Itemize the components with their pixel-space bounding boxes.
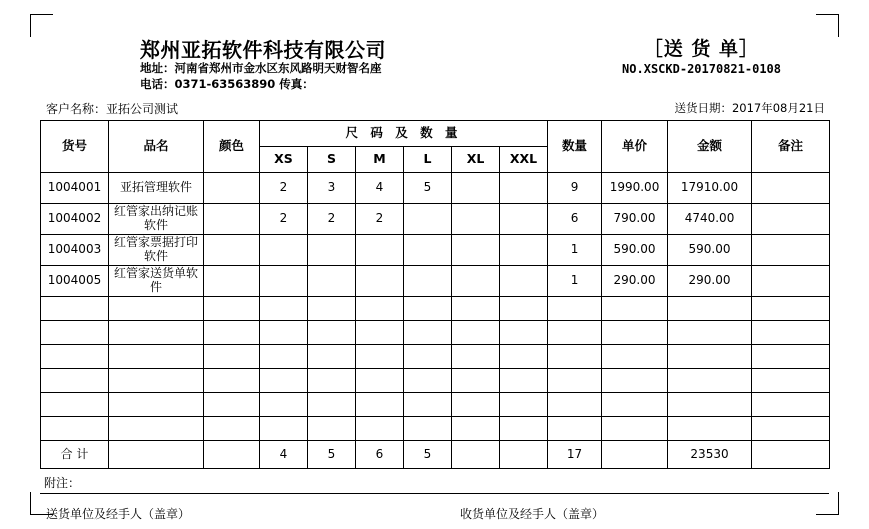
- cell-empty: [260, 321, 308, 345]
- cell-empty: [109, 369, 204, 393]
- cell-empty: [308, 417, 356, 441]
- cell-size-l: 5: [404, 173, 452, 204]
- cell-empty: [204, 297, 260, 321]
- cell-empty: [500, 417, 548, 441]
- cell-size-xxl: [500, 266, 548, 297]
- total-price: [602, 441, 668, 469]
- delivery-date: 送货日期：2017年08月21日: [674, 101, 825, 115]
- cell-empty: [452, 417, 500, 441]
- header-size-m: M: [356, 147, 404, 173]
- cell-empty: [668, 369, 752, 393]
- total-color: [204, 441, 260, 469]
- cell-empty: [260, 393, 308, 417]
- cell-size-xl: [452, 266, 500, 297]
- cell-empty: [308, 321, 356, 345]
- cell-empty: [668, 297, 752, 321]
- cell-size-xs: 2: [260, 173, 308, 204]
- total-size-xs: 4: [260, 441, 308, 469]
- cell-empty: [752, 369, 830, 393]
- cell-empty: [308, 345, 356, 369]
- total-size-m: 6: [356, 441, 404, 469]
- cell-qty: 1: [548, 266, 602, 297]
- cell-empty: [548, 321, 602, 345]
- cell-code: 1004005: [41, 266, 109, 297]
- cell-qty: 1: [548, 235, 602, 266]
- total-label: 合 计: [41, 441, 109, 469]
- cell-empty: [500, 369, 548, 393]
- cell-size-m: [356, 235, 404, 266]
- cell-size-xs: 2: [260, 204, 308, 235]
- cell-size-l: [404, 266, 452, 297]
- cell-empty: [500, 297, 548, 321]
- customer-row: [40, 98, 829, 120]
- cell-empty: [452, 297, 500, 321]
- items-table: [40, 120, 830, 469]
- cell-empty: [308, 369, 356, 393]
- cell-size-xxl: [500, 235, 548, 266]
- items-table-body: [41, 173, 830, 469]
- cell-size-xxl: [500, 204, 548, 235]
- cell-empty: [452, 393, 500, 417]
- cell-empty: [356, 345, 404, 369]
- header-price: 单价: [602, 121, 668, 173]
- cell-empty: [204, 369, 260, 393]
- signature-row: [40, 501, 829, 527]
- cell-empty: [260, 297, 308, 321]
- cell-amount: 4740.00: [668, 204, 752, 235]
- cell-code: 1004003: [41, 235, 109, 266]
- cell-empty: [668, 345, 752, 369]
- note-area: [40, 471, 829, 495]
- cell-empty: [41, 393, 109, 417]
- document-title: ［送 货 单］: [643, 38, 759, 60]
- company-name: 郑州亚拓软件科技有限公司: [140, 38, 386, 62]
- header-size-xxl: XXL: [500, 147, 548, 173]
- cell-empty: [752, 321, 830, 345]
- cell-empty: [404, 321, 452, 345]
- table-row-empty: [41, 297, 830, 321]
- cell-name: 红管家出纳记账软件: [109, 204, 204, 235]
- header-amount: 金额: [668, 121, 752, 173]
- table-row-empty: [41, 369, 830, 393]
- company-address: 地址：河南省郑州市金水区东风路明天财智名座: [140, 61, 382, 75]
- cell-color: [204, 204, 260, 235]
- table-row: [41, 173, 830, 204]
- cell-empty: [602, 345, 668, 369]
- cell-empty: [204, 393, 260, 417]
- cell-size-s: 2: [308, 204, 356, 235]
- table-row-empty: [41, 393, 830, 417]
- cell-name: 亚拓管理软件: [109, 173, 204, 204]
- cell-size-m: 2: [356, 204, 404, 235]
- cell-empty: [602, 417, 668, 441]
- cell-empty: [752, 417, 830, 441]
- document-number: NO.XSCKD-20170821-0108: [622, 62, 781, 76]
- header-size-s: S: [308, 147, 356, 173]
- cell-empty: [109, 393, 204, 417]
- cell-empty: [668, 417, 752, 441]
- cell-remark: [752, 173, 830, 204]
- cell-price: 290.00: [602, 266, 668, 297]
- table-total-row: [41, 441, 830, 469]
- cell-size-s: [308, 235, 356, 266]
- table-header-row-1: [41, 121, 830, 147]
- cell-amount: 590.00: [668, 235, 752, 266]
- cell-empty: [404, 369, 452, 393]
- cell-size-xs: [260, 235, 308, 266]
- header-code: 货号: [41, 121, 109, 173]
- cell-empty: [204, 321, 260, 345]
- table-row: [41, 235, 830, 266]
- cell-empty: [602, 393, 668, 417]
- cell-empty: [356, 393, 404, 417]
- cell-empty: [404, 297, 452, 321]
- cell-name: 红管家票据打印软件: [109, 235, 204, 266]
- company-telephone: 电话：0371-63563890 传真：: [140, 77, 314, 91]
- receiver-signature-label: 收货单位及经手人（盖章）: [460, 507, 605, 521]
- cell-empty: [41, 297, 109, 321]
- total-amount: 23530: [668, 441, 752, 469]
- header-size-group: 尺 码 及 数 量: [260, 121, 548, 147]
- cell-size-l: [404, 235, 452, 266]
- cell-remark: [752, 235, 830, 266]
- cell-empty: [41, 345, 109, 369]
- header-qty: 数量: [548, 121, 602, 173]
- cell-empty: [356, 417, 404, 441]
- cell-empty: [109, 297, 204, 321]
- cell-empty: [668, 393, 752, 417]
- cell-size-m: [356, 266, 404, 297]
- total-name: [109, 441, 204, 469]
- cell-empty: [500, 345, 548, 369]
- table-row: [41, 266, 830, 297]
- cell-empty: [204, 417, 260, 441]
- cell-empty: [452, 321, 500, 345]
- cell-size-xl: [452, 235, 500, 266]
- cell-size-xxl: [500, 173, 548, 204]
- cell-empty: [548, 297, 602, 321]
- cell-qty: 6: [548, 204, 602, 235]
- table-row-empty: [41, 321, 830, 345]
- cell-empty: [752, 297, 830, 321]
- document-header: [40, 26, 829, 91]
- cell-empty: [356, 297, 404, 321]
- cell-empty: [548, 369, 602, 393]
- cell-empty: [548, 393, 602, 417]
- total-size-xxl: [500, 441, 548, 469]
- cell-size-xl: [452, 204, 500, 235]
- header-size-l: L: [404, 147, 452, 173]
- cell-color: [204, 266, 260, 297]
- table-row-empty: [41, 417, 830, 441]
- cell-size-xl: [452, 173, 500, 204]
- cell-empty: [260, 345, 308, 369]
- cell-empty: [668, 321, 752, 345]
- cell-empty: [356, 369, 404, 393]
- cell-empty: [752, 393, 830, 417]
- cell-empty: [500, 393, 548, 417]
- document-content: [40, 26, 829, 527]
- cell-color: [204, 173, 260, 204]
- cell-empty: [260, 369, 308, 393]
- cell-empty: [548, 417, 602, 441]
- table-row-empty: [41, 345, 830, 369]
- header-size-xs: XS: [260, 147, 308, 173]
- cell-empty: [109, 321, 204, 345]
- cell-empty: [404, 393, 452, 417]
- cell-price: 590.00: [602, 235, 668, 266]
- cell-empty: [602, 369, 668, 393]
- cell-size-l: [404, 204, 452, 235]
- table-row: [41, 204, 830, 235]
- cell-empty: [602, 321, 668, 345]
- total-size-s: 5: [308, 441, 356, 469]
- cell-empty: [500, 321, 548, 345]
- sender-signature-label: 送货单位及经手人（盖章）: [46, 507, 191, 521]
- cell-price: 790.00: [602, 204, 668, 235]
- cell-size-s: [308, 266, 356, 297]
- cell-empty: [41, 369, 109, 393]
- cell-empty: [356, 321, 404, 345]
- total-size-xl: [452, 441, 500, 469]
- note-label: 附注：: [44, 476, 81, 490]
- cell-empty: [452, 369, 500, 393]
- cell-name: 红管家送货单软件: [109, 266, 204, 297]
- cell-empty: [548, 345, 602, 369]
- header-size-xl: XL: [452, 147, 500, 173]
- cell-code: 1004001: [41, 173, 109, 204]
- cell-empty: [752, 345, 830, 369]
- note-underline: [40, 493, 829, 494]
- cell-remark: [752, 204, 830, 235]
- cell-empty: [109, 417, 204, 441]
- cell-empty: [452, 345, 500, 369]
- cell-color: [204, 235, 260, 266]
- cell-empty: [308, 393, 356, 417]
- cell-amount: 17910.00: [668, 173, 752, 204]
- cell-empty: [404, 417, 452, 441]
- header-color: 颜色: [204, 121, 260, 173]
- cell-qty: 9: [548, 173, 602, 204]
- customer-name: 客户名称：亚拓公司测试: [46, 102, 179, 116]
- cell-price: 1990.00: [602, 173, 668, 204]
- total-qty: 17: [548, 441, 602, 469]
- cell-size-s: 3: [308, 173, 356, 204]
- cell-size-m: 4: [356, 173, 404, 204]
- cell-empty: [41, 321, 109, 345]
- header-name: 品名: [109, 121, 204, 173]
- cell-size-xs: [260, 266, 308, 297]
- cell-amount: 290.00: [668, 266, 752, 297]
- total-remark: [752, 441, 830, 469]
- cell-empty: [404, 345, 452, 369]
- cell-code: 1004002: [41, 204, 109, 235]
- cell-empty: [308, 297, 356, 321]
- total-size-l: 5: [404, 441, 452, 469]
- cell-empty: [41, 417, 109, 441]
- cell-empty: [109, 345, 204, 369]
- cell-remark: [752, 266, 830, 297]
- cell-empty: [602, 297, 668, 321]
- cell-empty: [260, 417, 308, 441]
- header-remark: 备注: [752, 121, 830, 173]
- cell-empty: [204, 345, 260, 369]
